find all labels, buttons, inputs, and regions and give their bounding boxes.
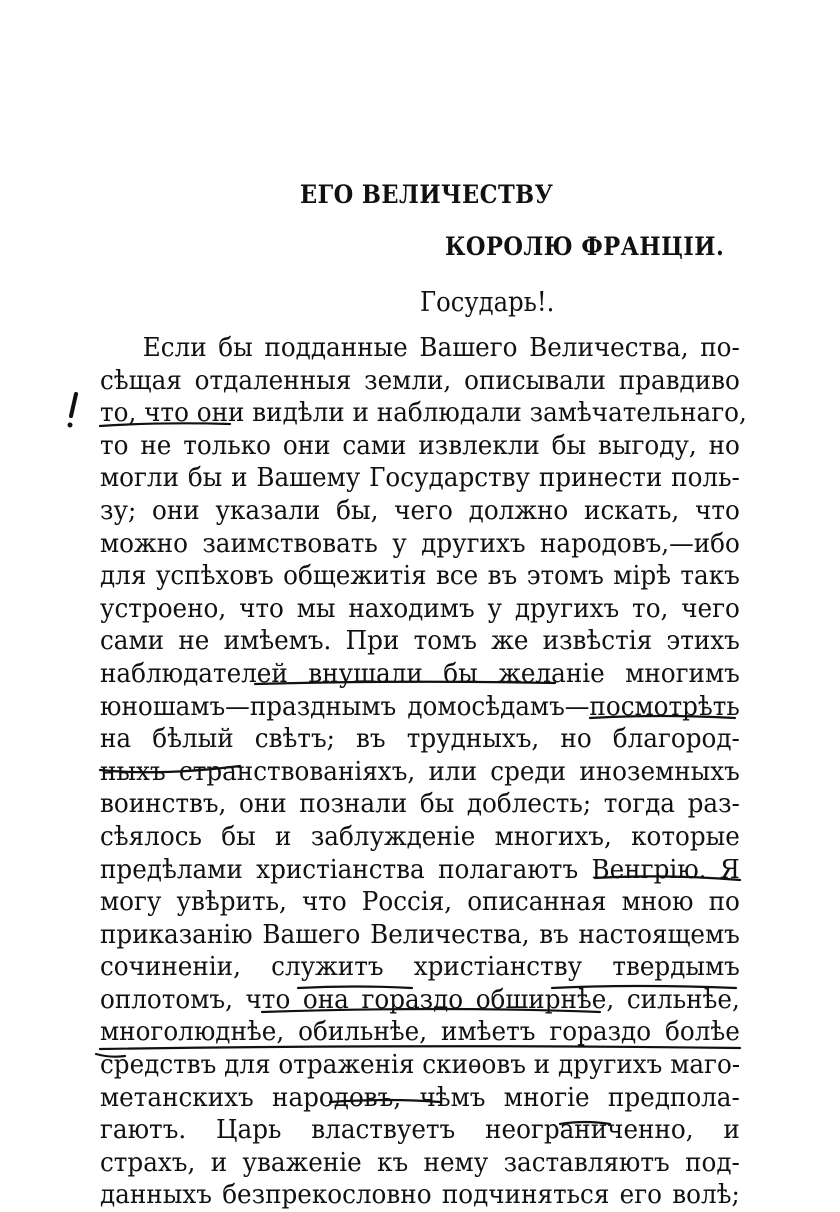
text-line: юношамъ—празднымъ домосѣдамъ—посмотрѣть: [100, 690, 740, 722]
text-line: могли бы и Вашему Государству принести поль-: [100, 462, 740, 494]
text-line: предѣлами христіанства полагаютъ Венгрію. Я: [100, 853, 740, 885]
text-line: то не только они сами извлекли бы выгоду, но: [100, 429, 740, 461]
salutation: Государь!.: [420, 287, 555, 318]
text-line: на бѣлый свѣтъ; въ трудныхъ, но благород-: [100, 723, 740, 755]
text-line: гаютъ. Царь властвуетъ неограниченно, и: [100, 1114, 740, 1146]
text-line: можно заимствовать у другихъ народовъ,—ибо: [100, 527, 740, 559]
text-line: ныхъ странствованіяхъ, или среди иноземныхъ: [100, 755, 740, 787]
text-line: оплотомъ, что она гораздо обширнѣе, сильнѣе,: [100, 983, 740, 1015]
text-line: данныхъ безпрекословно подчиняться его волѣ;: [100, 1179, 740, 1211]
text-line: могу увѣрить, что Россія, описанная мною по: [100, 886, 740, 918]
text-line: приказанію Вашего Величества, въ настоящемъ: [100, 918, 740, 950]
text-line: зу; они указали бы, чего должно искать, что: [100, 494, 740, 526]
text-line: то, что они видѣли и наблюдали замѣчательнаго,: [100, 397, 747, 429]
text-line: многолюднѣе, обильнѣе, имѣетъ гораздо болѣе: [100, 1016, 740, 1048]
text-line: устроено, что мы находимъ у другихъ то, чего: [100, 592, 740, 624]
dedication-line-2: КОРОЛЮ ФРАНЦІИ.: [445, 232, 725, 261]
text-line: Если бы подданные Вашего Величества, по-: [142, 332, 740, 363]
dedication-line-1: ЕГО ВЕЛИЧЕСТВУ: [300, 180, 554, 209]
margin-exclamation-icon: [66, 392, 82, 432]
text-line: средствъ для отраженія скиѳовъ и другихъ маго-: [100, 1049, 741, 1081]
text-line: сѣщая отдаленныя земли, описывали правдиво: [100, 364, 740, 396]
text-line: метанскихъ народовъ, чѣмъ многіе предпола-: [100, 1081, 740, 1113]
text-line: сами не имѣемъ. При томъ же извѣстія этихъ: [100, 625, 740, 657]
text-line: сѣялось бы и заблужденіе многихъ, которые: [100, 820, 740, 852]
body-text: [100, 332, 747, 1212]
text-line: для успѣховъ общежитія все въ этомъ мірѣ такъ: [100, 560, 740, 592]
text-line: воинствъ, они познали бы доблесть; тогда раз-: [100, 788, 740, 820]
text-line: наблюдателей внушали бы желаніе многимъ: [100, 657, 740, 689]
text-line: сочиненіи, служитъ христіанству твердымъ: [100, 951, 740, 983]
text-line: страхъ, и уваженіе къ нему заставляютъ под-: [100, 1146, 740, 1178]
